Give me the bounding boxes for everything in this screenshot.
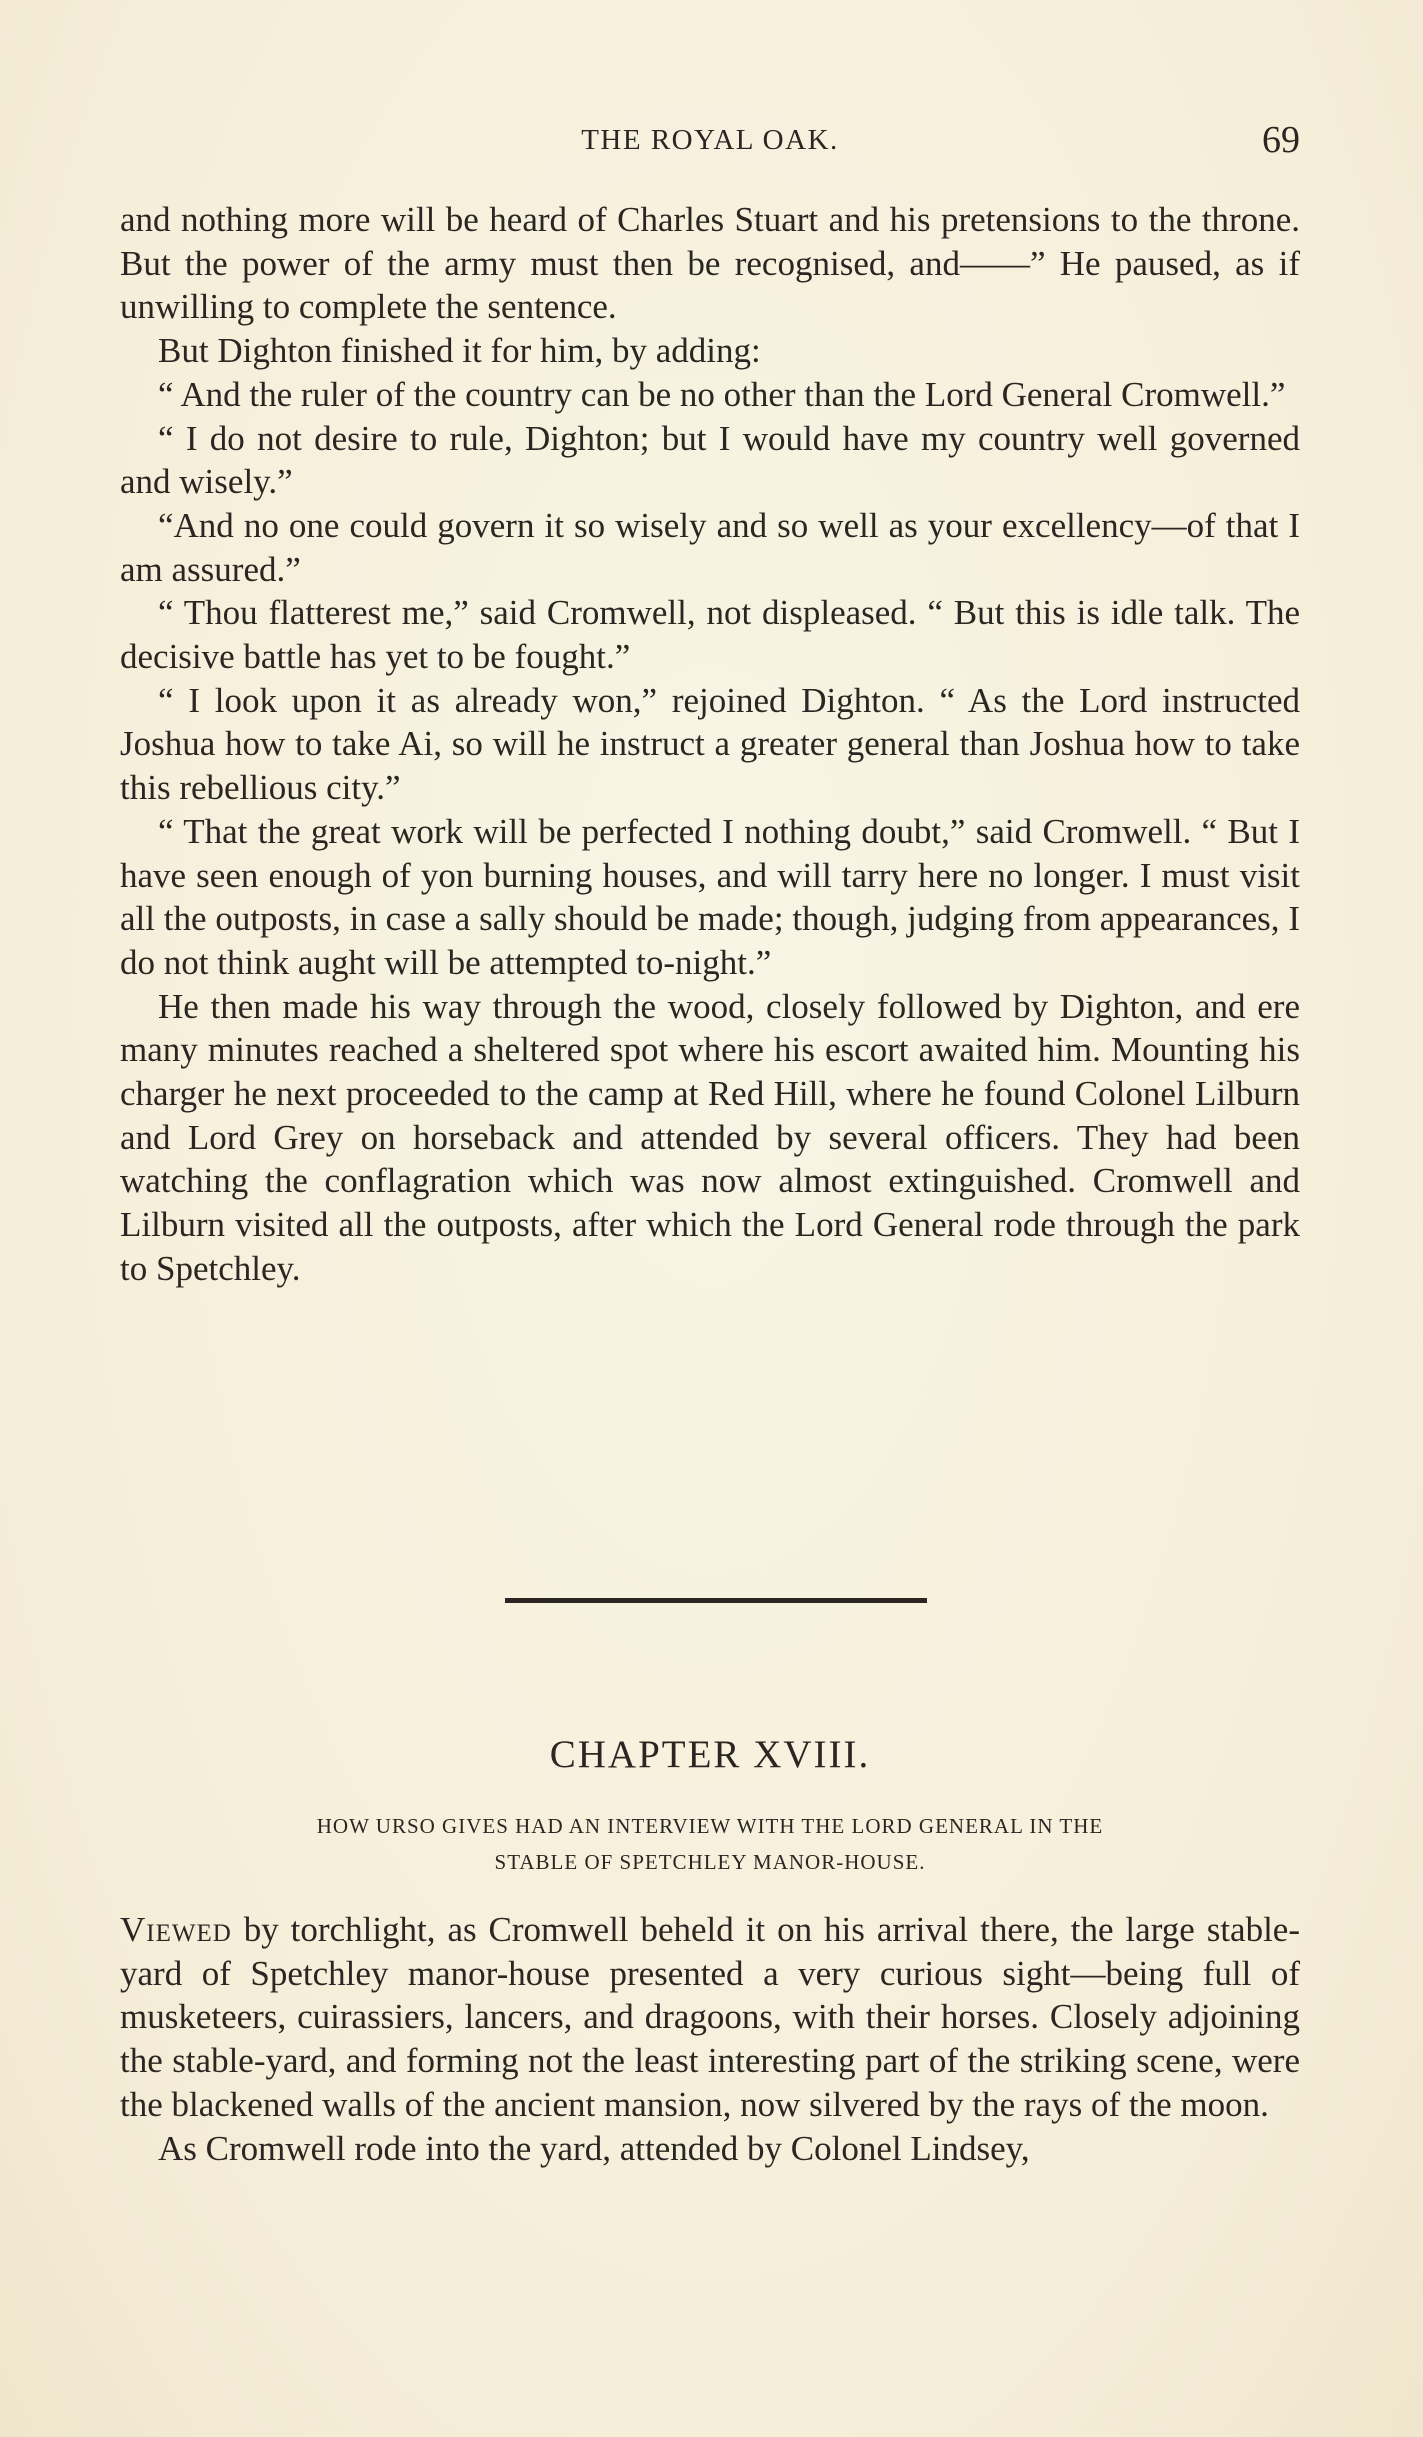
running-title: THE ROYAL OAK. <box>581 124 839 156</box>
lead-word: Viewed <box>120 1910 232 1949</box>
chapter-paragraph-1 <box>120 1908 1300 2127</box>
paragraph-1: and nothing more will be heard of Charles Stuart and his pretensions to the throne. But the power of the army must then be recognised, and——” He paused, as if unwilling to complete the sentence. <box>120 200 1300 327</box>
paragraph-7: “ I look upon it as already won,” rejoined Dighton. “ As the Lord instructed Joshua how to take Ai, so will he instruct a greater general than Joshua how to take this rebellious city.” <box>120 680 1300 808</box>
chapter-subtitle <box>150 1808 1270 1880</box>
paragraph-8: “ That the great work will be perfected I nothing doubt,” said Cromwell. “ But I have seen enough of yon burning houses, and will tarry here no longer. I must visit all the outposts, in case a sally should be made; though, judging from appearances, I do not think aught will be attempted to-night.” <box>120 811 1300 982</box>
running-head <box>120 118 1300 166</box>
paragraph-5: “And no one could govern it so wisely and so well as your excellency—of that I am assured.” <box>120 505 1300 589</box>
paragraph-2: But Dighton finished it for him, by adding: <box>158 331 761 371</box>
chapter-paragraph-2: As Cromwell rode into the yard, attended by Colonel Lindsey, <box>158 2128 1030 2168</box>
body-text <box>120 198 1300 1291</box>
page-number: 69 <box>1262 119 1300 161</box>
paragraph-6: “ Thou flatterest me,” said Cromwell, not displeased. “ But this is idle talk. The decisive battle has yet to be fought.” <box>120 593 1300 677</box>
chapter-title: CHAPTER XVIII. <box>549 1733 871 1776</box>
paragraph-4: “ I do not desire to rule, Dighton; but I would have my country well governed and wisely.” <box>120 418 1300 502</box>
chapter-subtitle-line-2: STABLE OF SPETCHLEY MANOR-HOUSE. <box>494 1850 926 1874</box>
section-divider <box>505 1598 927 1603</box>
chapter-body <box>120 1908 1300 2170</box>
chapter-paragraph-1-text: by torchlight, as Cromwell beheld it on his arrival there, the large stable-yard of Spetchley manor-house presented a very curious sight—being full of musketeers, cuirassiers, lancers, and dragoons, with their horses. Closely adjoining the stable-yard, and forming not the least interesting part of the striking scene, were the blackened walls of the ancient mansion, now silvered by the rays of the moon. <box>120 1910 1300 2124</box>
paragraph-9: He then made his way through the wood, closely followed by Dighton, and ere many minutes reached a sheltered spot where his escort awaited him. Mounting his charger he next proceeded to the camp at Red Hill, where he found Colonel Lilburn and Lord Grey on horseback and attended by several officers. They had been watching the conflagration which was now almost extinguished. Cromwell and Lilburn visited all the outposts, after which the Lord General rode through the park to Spetchley. <box>120 986 1300 1288</box>
chapter-subtitle-line-1: HOW URSO GIVES HAD AN INTERVIEW WITH THE LORD GENERAL IN THE <box>316 1814 1104 1838</box>
paragraph-3: “ And the ruler of the country can be no other than the Lord General Cromwell.” <box>158 374 1286 414</box>
